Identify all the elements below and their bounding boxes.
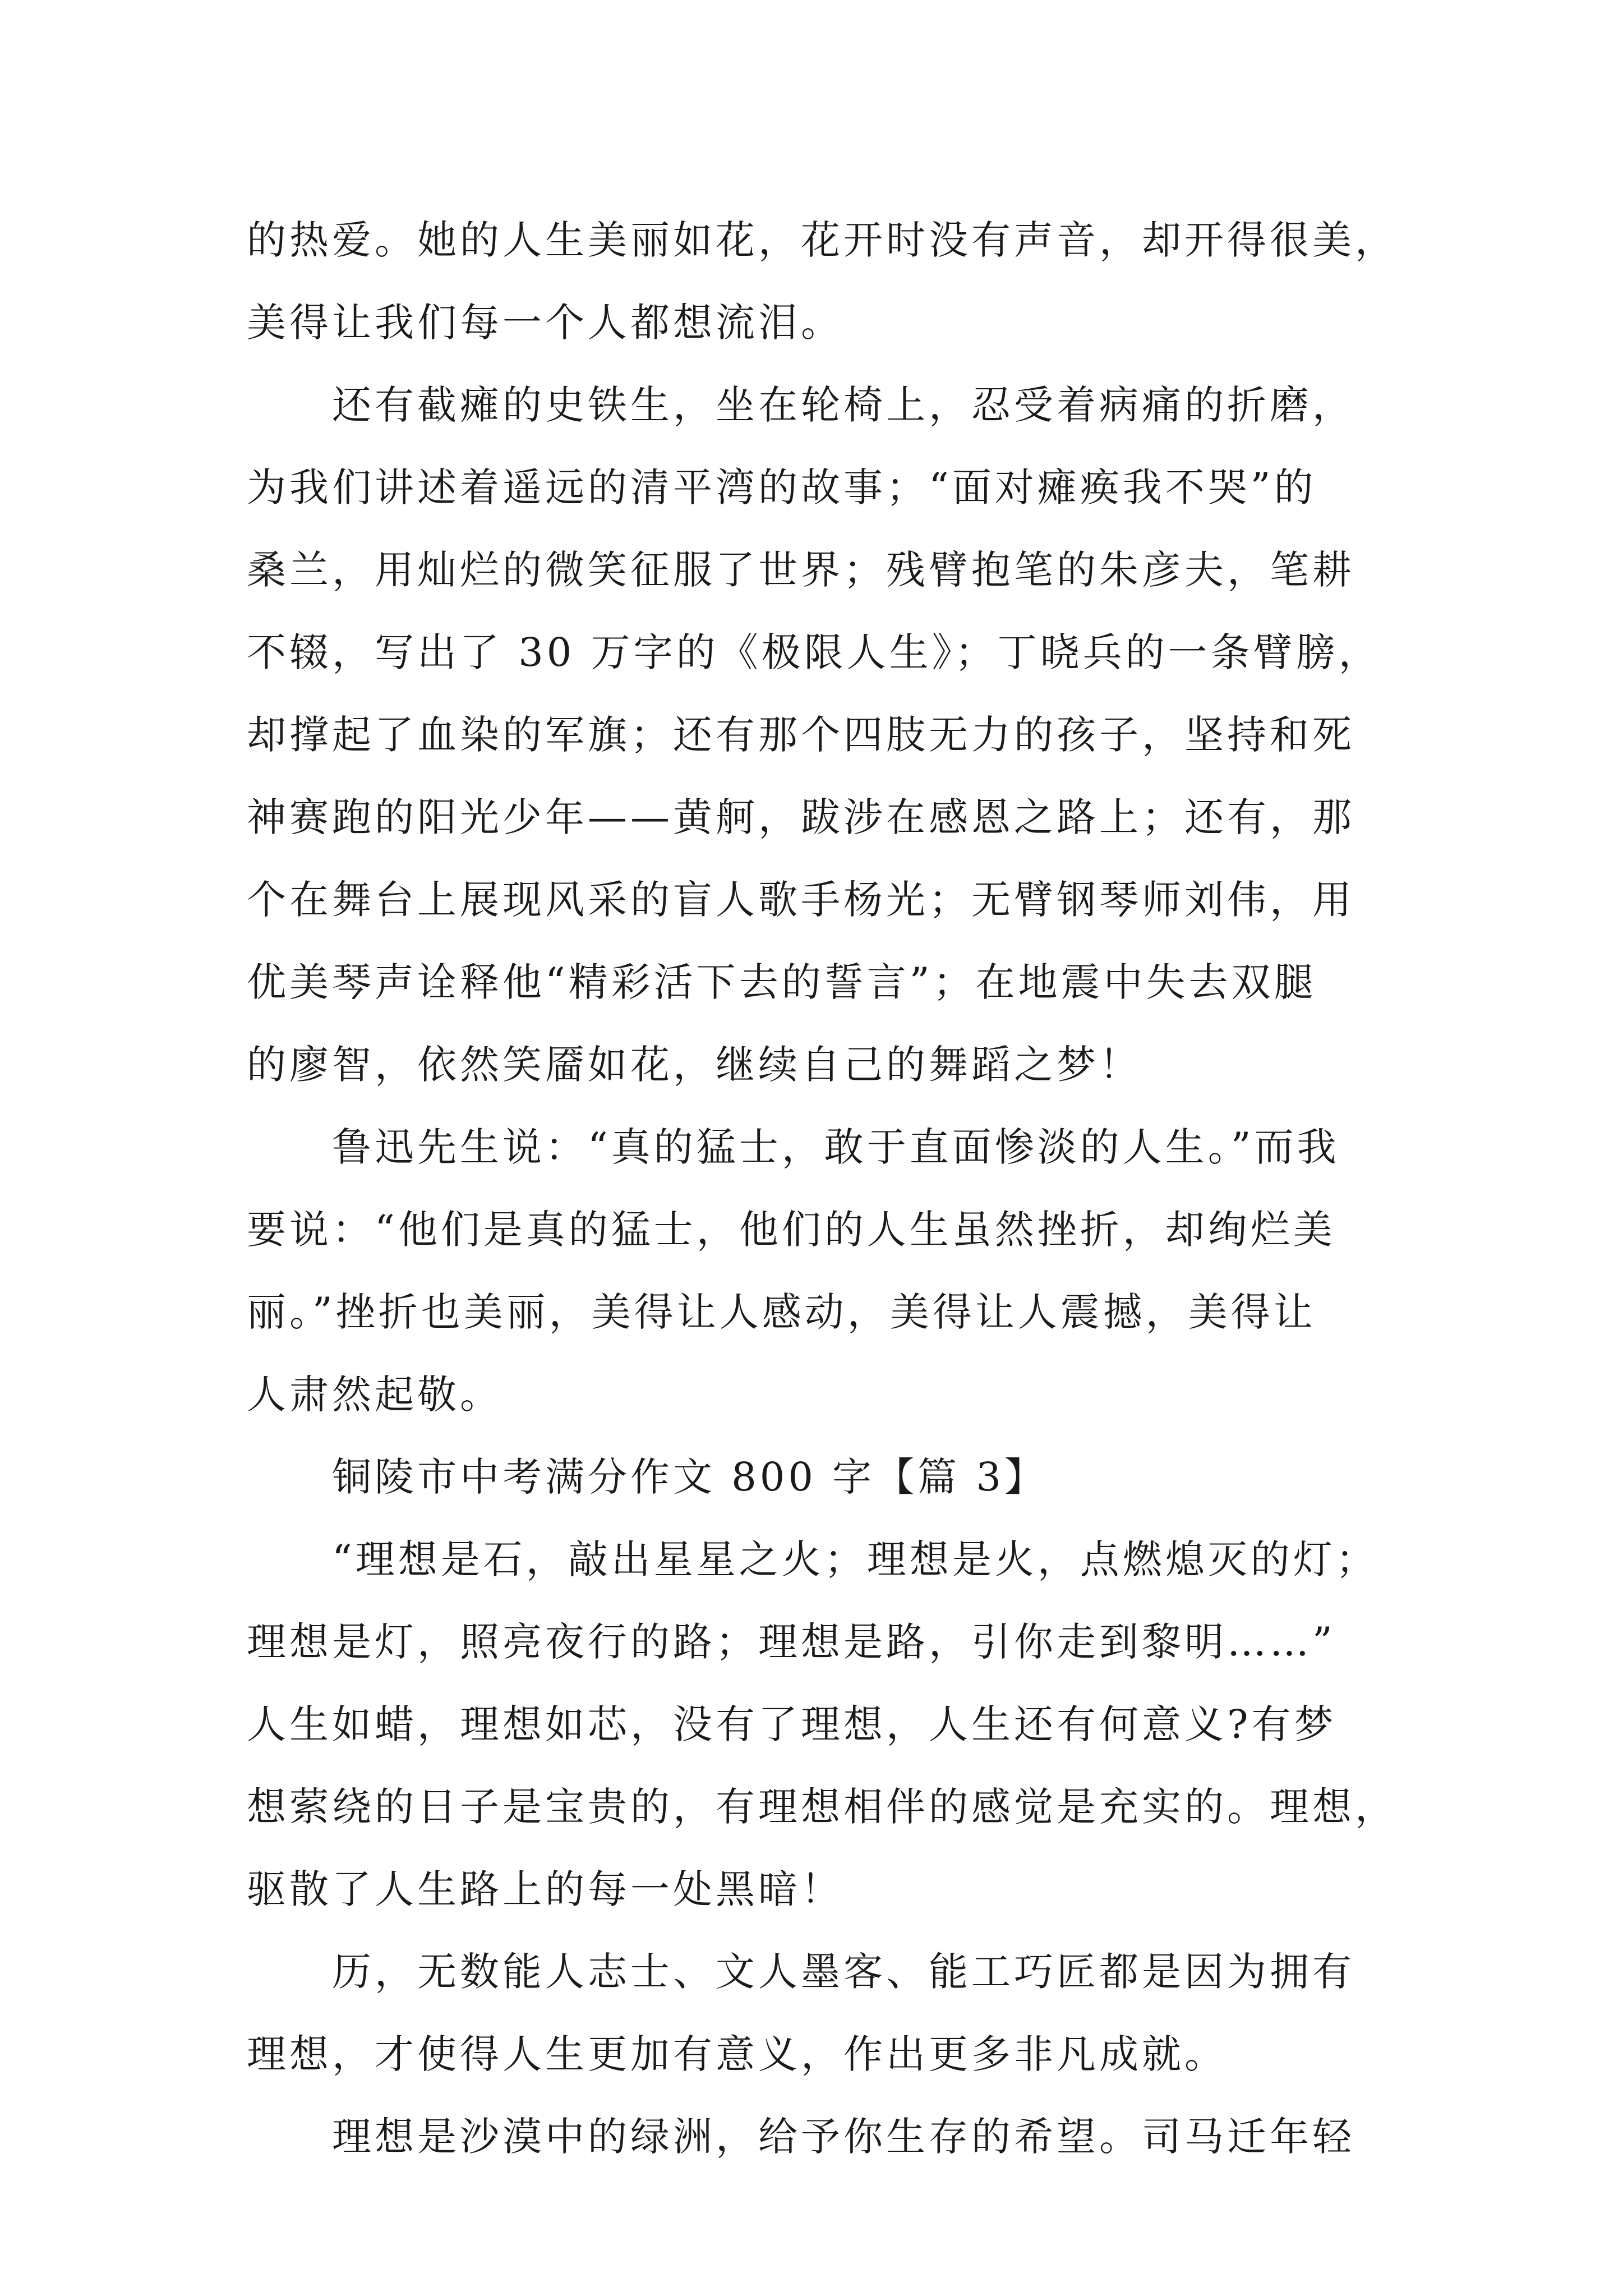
paragraph-line: 理想是灯，照亮夜行的路；理想是路，引你走到黎明……” bbox=[247, 1619, 1336, 1665]
section-heading: 铜陵市中考满分作文 800 字【篇 3】 bbox=[332, 1454, 1047, 1500]
paragraph-line: 人肃然起敬。 bbox=[247, 1372, 502, 1418]
paragraph-line: 为我们讲述着遥远的清平湾的故事；“面对瘫痪我不哭”的 bbox=[247, 464, 1317, 510]
paragraph-line: 优美琴声诠释他“精彩活下去的誓言”；在地震中失去双腿 bbox=[247, 959, 1317, 1005]
paragraph-line: 的廖智，依然笑靥如花，继续自己的舞蹈之梦！ bbox=[247, 1042, 1142, 1088]
paragraph-line: 桑兰，用灿烂的微笑征服了世界；残臂抱笔的朱彦夫，笔耕 bbox=[247, 547, 1355, 593]
paragraph-line: 却撑起了血染的军旗；还有那个四肢无力的孩子，坚持和死 bbox=[247, 712, 1355, 758]
paragraph-line: 驱散了人生路上的每一处黑暗！ bbox=[247, 1866, 843, 1912]
paragraph-line: 理想，才使得人生更加有意义，作出更多非凡成就。 bbox=[247, 2031, 1227, 2077]
paragraph-line: 个在舞台上展现风采的盲人歌手杨光；无臂钢琴师刘伟，用 bbox=[247, 877, 1355, 923]
paragraph-line: 要说：“他们是真的猛士，他们的人生虽然挫折，却绚烂美 bbox=[247, 1207, 1336, 1253]
paragraph-line: 不辍，写出了 30 万字的《极限人生》；丁晓兵的一条臂膀， bbox=[247, 629, 1381, 675]
paragraph-line: 丽。”挫折也美丽，美得让人感动，美得让人震撼，美得让 bbox=[247, 1289, 1316, 1335]
paragraph-line: 想萦绕的日子是宝贵的，有理想相伴的感觉是充实的。理想， bbox=[247, 1784, 1398, 1830]
paragraph-line: 还有截瘫的史铁生，坐在轮椅上，忍受着病痛的折磨， bbox=[332, 382, 1355, 428]
paragraph-line: 美得让我们每一个人都想流泪。 bbox=[247, 300, 843, 346]
paragraph-line: 理想是沙漠中的绿洲，给予你生存的希望。司马迁年轻 bbox=[332, 2114, 1355, 2160]
paragraph-line: 的热爱。她的人生美丽如花，花开时没有声音，却开得很美， bbox=[247, 217, 1398, 263]
paragraph-line: 神赛跑的阳光少年——黄舸，跋涉在感恩之路上；还有，那 bbox=[247, 794, 1355, 840]
body-text bbox=[247, 199, 1398, 2178]
paragraph-line: 鲁迅先生说：“真的猛士，敢于直面惨淡的人生。”而我 bbox=[332, 1124, 1340, 1170]
paragraph-line: “理想是石，敲出星星之火；理想是火，点燃熄灭的灯； bbox=[332, 1536, 1378, 1582]
paragraph-line: 人生如蜡，理想如芯，没有了理想，人生还有何意义?有梦 bbox=[247, 1701, 1337, 1747]
paragraph-line: 历，无数能人志士、文人墨客、能工巧匠都是因为拥有 bbox=[332, 1949, 1355, 1995]
